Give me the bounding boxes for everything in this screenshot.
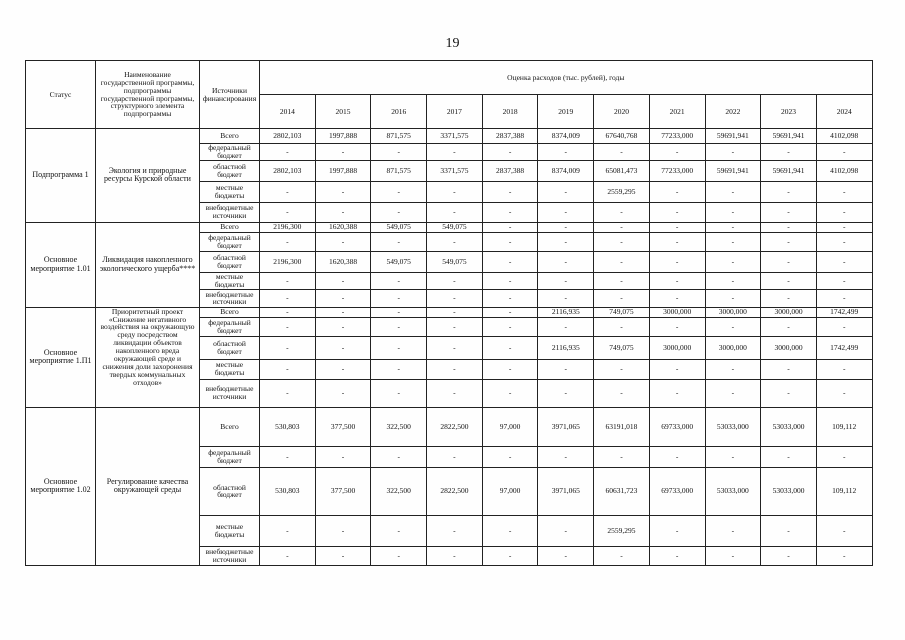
header-year: 2022 xyxy=(705,95,761,129)
value-cell: - xyxy=(594,202,650,222)
value-cell: - xyxy=(649,202,705,222)
source-cell: местные бюджеты xyxy=(200,515,260,546)
value-cell: - xyxy=(705,547,761,566)
value-cell: - xyxy=(761,272,817,289)
value-cell: - xyxy=(260,336,316,359)
value-cell: 60631,723 xyxy=(594,467,650,515)
value-cell: 2116,935 xyxy=(538,307,594,317)
value-cell: - xyxy=(816,272,872,289)
source-cell: Всего xyxy=(200,407,260,447)
value-cell: - xyxy=(371,307,427,317)
value-cell: - xyxy=(761,290,817,308)
value-cell: - xyxy=(427,307,483,317)
value-cell: 3000,000 xyxy=(705,336,761,359)
value-cell: 77233,000 xyxy=(649,129,705,144)
header-year: 2015 xyxy=(315,95,371,129)
value-cell: - xyxy=(260,233,316,252)
value-cell: - xyxy=(260,272,316,289)
source-cell: местные бюджеты xyxy=(200,182,260,203)
value-cell: - xyxy=(649,272,705,289)
value-cell: - xyxy=(538,233,594,252)
value-cell: 97,000 xyxy=(482,467,538,515)
value-cell: - xyxy=(816,290,872,308)
value-cell: - xyxy=(816,202,872,222)
value-cell: - xyxy=(371,336,427,359)
header-year: 2016 xyxy=(371,95,427,129)
value-cell: 871,575 xyxy=(371,161,427,182)
value-cell: - xyxy=(705,272,761,289)
value-cell: - xyxy=(761,233,817,252)
value-cell: - xyxy=(315,182,371,203)
value-cell: 377,500 xyxy=(315,467,371,515)
name-cell: Ликвидация накопленного экологического ущерба**** xyxy=(96,222,200,307)
value-cell: - xyxy=(705,182,761,203)
value-cell: - xyxy=(761,318,817,337)
value-cell: - xyxy=(594,251,650,272)
value-cell: 749,075 xyxy=(594,307,650,317)
value-cell: 1997,888 xyxy=(315,129,371,144)
value-cell: - xyxy=(315,447,371,468)
value-cell: - xyxy=(705,379,761,407)
value-cell: - xyxy=(594,318,650,337)
value-cell: - xyxy=(649,379,705,407)
value-cell: - xyxy=(482,447,538,468)
value-cell: - xyxy=(705,447,761,468)
source-cell: федеральный бюджет xyxy=(200,447,260,468)
value-cell: - xyxy=(371,379,427,407)
value-cell: 4102,098 xyxy=(816,129,872,144)
value-cell: - xyxy=(594,143,650,161)
value-cell: 2822,500 xyxy=(427,467,483,515)
value-cell: - xyxy=(482,515,538,546)
value-cell: - xyxy=(427,336,483,359)
value-cell: - xyxy=(427,202,483,222)
status-cell: Подпрограмма 1 xyxy=(26,129,96,223)
value-cell: 59691,941 xyxy=(761,129,817,144)
value-cell: - xyxy=(538,251,594,272)
value-cell: - xyxy=(482,202,538,222)
source-cell: областной бюджет xyxy=(200,161,260,182)
header-year: 2018 xyxy=(482,95,538,129)
value-cell: - xyxy=(594,272,650,289)
value-cell: - xyxy=(371,318,427,337)
value-cell: - xyxy=(260,290,316,308)
header-year: 2023 xyxy=(761,95,817,129)
value-cell: - xyxy=(761,379,817,407)
value-cell: - xyxy=(705,359,761,379)
value-cell: - xyxy=(705,202,761,222)
value-cell: - xyxy=(427,233,483,252)
value-cell: - xyxy=(315,272,371,289)
value-cell: - xyxy=(482,233,538,252)
value-cell: - xyxy=(427,515,483,546)
source-cell: внебюджетные источники xyxy=(200,202,260,222)
value-cell: - xyxy=(315,336,371,359)
source-cell: внебюджетные источники xyxy=(200,290,260,308)
value-cell: - xyxy=(649,447,705,468)
value-cell: - xyxy=(315,233,371,252)
value-cell: - xyxy=(705,290,761,308)
value-cell: - xyxy=(761,359,817,379)
name-cell: Приоритетный проект «Снижение негативного воздействия на окружающую среду посредством ликвидации объектов накопленного вреда окружающей среде и снижения доли захоронения твердых коммунальных отходов» xyxy=(96,307,200,407)
value-cell: - xyxy=(482,182,538,203)
value-cell: - xyxy=(594,290,650,308)
value-cell: - xyxy=(705,318,761,337)
value-cell: - xyxy=(482,379,538,407)
value-cell: - xyxy=(427,318,483,337)
value-cell: 2559,295 xyxy=(594,515,650,546)
value-cell: 69733,000 xyxy=(649,467,705,515)
value-cell: - xyxy=(482,336,538,359)
value-cell: - xyxy=(260,515,316,546)
value-cell: - xyxy=(538,318,594,337)
value-cell: - xyxy=(538,447,594,468)
value-cell: - xyxy=(649,251,705,272)
expenditure-table xyxy=(25,60,873,566)
table-row xyxy=(26,407,873,447)
value-cell: - xyxy=(315,379,371,407)
name-cell: Экология и природные ресурсы Курской области xyxy=(96,129,200,223)
value-cell: 59691,941 xyxy=(705,161,761,182)
value-cell: - xyxy=(260,359,316,379)
source-cell: федеральный бюджет xyxy=(200,318,260,337)
value-cell: - xyxy=(816,143,872,161)
status-cell: Основное мероприятие 1.П1 xyxy=(26,307,96,407)
source-cell: областной бюджет xyxy=(200,251,260,272)
value-cell: - xyxy=(538,547,594,566)
value-cell: - xyxy=(260,447,316,468)
value-cell: - xyxy=(705,251,761,272)
value-cell: 2559,295 xyxy=(594,182,650,203)
value-cell: - xyxy=(538,222,594,232)
value-cell: 2802,103 xyxy=(260,129,316,144)
value-cell: 2837,388 xyxy=(482,161,538,182)
value-cell: 322,500 xyxy=(371,407,427,447)
source-cell: местные бюджеты xyxy=(200,272,260,289)
value-cell: - xyxy=(594,233,650,252)
value-cell: 59691,941 xyxy=(761,161,817,182)
value-cell: - xyxy=(816,318,872,337)
source-cell: федеральный бюджет xyxy=(200,143,260,161)
value-cell: - xyxy=(482,547,538,566)
value-cell: - xyxy=(315,202,371,222)
value-cell: - xyxy=(371,182,427,203)
value-cell: - xyxy=(594,222,650,232)
header-year: 2021 xyxy=(649,95,705,129)
value-cell: - xyxy=(816,222,872,232)
value-cell: - xyxy=(594,447,650,468)
value-cell: - xyxy=(371,202,427,222)
value-cell: - xyxy=(649,182,705,203)
value-cell: - xyxy=(315,307,371,317)
value-cell: - xyxy=(371,359,427,379)
source-cell: федеральный бюджет xyxy=(200,233,260,252)
source-cell: внебюджетные источники xyxy=(200,379,260,407)
header-name: Наименование государственной программы, подпрограммы государственной программы, структурного элемента подпрограммы xyxy=(96,61,200,129)
value-cell: - xyxy=(315,143,371,161)
value-cell: - xyxy=(482,222,538,232)
source-cell: внебюджетные источники xyxy=(200,547,260,566)
header-year: 2019 xyxy=(538,95,594,129)
header-year: 2017 xyxy=(427,95,483,129)
value-cell: 63191,018 xyxy=(594,407,650,447)
value-cell: - xyxy=(816,547,872,566)
value-cell: 3371,575 xyxy=(427,129,483,144)
value-cell: 2837,388 xyxy=(482,129,538,144)
value-cell: - xyxy=(594,379,650,407)
value-cell: 3371,575 xyxy=(427,161,483,182)
value-cell: - xyxy=(260,379,316,407)
value-cell: 2196,300 xyxy=(260,222,316,232)
value-cell: 8374,009 xyxy=(538,129,594,144)
value-cell: - xyxy=(816,233,872,252)
status-cell: Основное мероприятие 1.02 xyxy=(26,407,96,565)
value-cell: 549,075 xyxy=(371,251,427,272)
value-cell: - xyxy=(761,222,817,232)
value-cell: - xyxy=(705,515,761,546)
value-cell: - xyxy=(482,251,538,272)
value-cell: - xyxy=(649,222,705,232)
value-cell: 1620,388 xyxy=(315,251,371,272)
value-cell: 4102,098 xyxy=(816,161,872,182)
value-cell: - xyxy=(594,547,650,566)
header-sources: Источники финансирования xyxy=(200,61,260,129)
value-cell: 549,075 xyxy=(427,222,483,232)
value-cell: 59691,941 xyxy=(705,129,761,144)
value-cell: - xyxy=(260,547,316,566)
value-cell: - xyxy=(816,359,872,379)
value-cell: - xyxy=(816,251,872,272)
value-cell: - xyxy=(761,251,817,272)
source-cell: областной бюджет xyxy=(200,467,260,515)
value-cell: - xyxy=(538,143,594,161)
value-cell: - xyxy=(427,547,483,566)
value-cell: 871,575 xyxy=(371,129,427,144)
value-cell: - xyxy=(482,307,538,317)
value-cell: 3000,000 xyxy=(761,336,817,359)
value-cell: - xyxy=(315,290,371,308)
value-cell: 67640,768 xyxy=(594,129,650,144)
source-cell: Всего xyxy=(200,222,260,232)
header-estimate: Оценка расходов (тыс. рублей), годы xyxy=(260,61,873,95)
value-cell: 65081,473 xyxy=(594,161,650,182)
value-cell: 53033,000 xyxy=(705,407,761,447)
value-cell: 2802,103 xyxy=(260,161,316,182)
name-cell: Регулирование качества окружающей среды xyxy=(96,407,200,565)
value-cell: - xyxy=(705,143,761,161)
value-cell: - xyxy=(371,143,427,161)
header-year: 2024 xyxy=(816,95,872,129)
value-cell: - xyxy=(538,359,594,379)
header-year: 2014 xyxy=(260,95,316,129)
header-year: 2020 xyxy=(594,95,650,129)
value-cell: - xyxy=(649,143,705,161)
value-cell: - xyxy=(816,447,872,468)
value-cell: - xyxy=(482,143,538,161)
value-cell: - xyxy=(427,182,483,203)
value-cell: 1620,388 xyxy=(315,222,371,232)
value-cell: - xyxy=(761,447,817,468)
value-cell: - xyxy=(649,290,705,308)
value-cell: - xyxy=(427,447,483,468)
value-cell: 549,075 xyxy=(371,222,427,232)
value-cell: - xyxy=(371,272,427,289)
table-row xyxy=(26,222,873,232)
value-cell: - xyxy=(260,202,316,222)
value-cell: - xyxy=(538,182,594,203)
value-cell: - xyxy=(649,233,705,252)
value-cell: 109,112 xyxy=(816,467,872,515)
value-cell: - xyxy=(260,318,316,337)
value-cell: 97,000 xyxy=(482,407,538,447)
value-cell: 3000,000 xyxy=(705,307,761,317)
value-cell: - xyxy=(761,182,817,203)
value-cell: - xyxy=(594,359,650,379)
value-cell: - xyxy=(260,182,316,203)
value-cell: 69733,000 xyxy=(649,407,705,447)
value-cell: - xyxy=(371,547,427,566)
value-cell: 1742,499 xyxy=(816,307,872,317)
value-cell: 322,500 xyxy=(371,467,427,515)
value-cell: - xyxy=(538,272,594,289)
page-number: 19 xyxy=(445,36,460,51)
value-cell: 53033,000 xyxy=(761,407,817,447)
value-cell: - xyxy=(427,272,483,289)
value-cell: - xyxy=(482,359,538,379)
value-cell: - xyxy=(482,290,538,308)
value-cell: 1997,888 xyxy=(315,161,371,182)
value-cell: - xyxy=(482,318,538,337)
value-cell: 1742,499 xyxy=(816,336,872,359)
value-cell: - xyxy=(649,359,705,379)
value-cell: - xyxy=(260,307,316,317)
value-cell: 53033,000 xyxy=(761,467,817,515)
table-row xyxy=(26,129,873,144)
value-cell: 2196,300 xyxy=(260,251,316,272)
value-cell: - xyxy=(371,447,427,468)
status-cell: Основное мероприятие 1.01 xyxy=(26,222,96,307)
value-cell: 530,803 xyxy=(260,407,316,447)
source-cell: Всего xyxy=(200,307,260,317)
value-cell: - xyxy=(705,222,761,232)
value-cell: - xyxy=(538,290,594,308)
value-cell: 2822,500 xyxy=(427,407,483,447)
value-cell: - xyxy=(427,290,483,308)
value-cell: - xyxy=(649,318,705,337)
value-cell: - xyxy=(761,547,817,566)
value-cell: - xyxy=(816,515,872,546)
value-cell: 3000,000 xyxy=(649,307,705,317)
value-cell: - xyxy=(538,202,594,222)
table-row xyxy=(26,307,873,317)
value-cell: - xyxy=(315,515,371,546)
value-cell: - xyxy=(538,515,594,546)
value-cell: 530,803 xyxy=(260,467,316,515)
value-cell: - xyxy=(649,547,705,566)
value-cell: 8374,009 xyxy=(538,161,594,182)
value-cell: - xyxy=(427,379,483,407)
value-cell: - xyxy=(649,515,705,546)
value-cell: 77233,000 xyxy=(649,161,705,182)
value-cell: - xyxy=(371,515,427,546)
header-status: Статус xyxy=(26,61,96,129)
value-cell: - xyxy=(705,233,761,252)
value-cell: 53033,000 xyxy=(705,467,761,515)
value-cell: 2116,935 xyxy=(538,336,594,359)
value-cell: - xyxy=(816,379,872,407)
value-cell: - xyxy=(371,233,427,252)
value-cell: 549,075 xyxy=(427,251,483,272)
value-cell: - xyxy=(761,143,817,161)
value-cell: - xyxy=(315,318,371,337)
value-cell: - xyxy=(761,202,817,222)
value-cell: 3971,065 xyxy=(538,407,594,447)
value-cell: - xyxy=(260,143,316,161)
value-cell: - xyxy=(538,379,594,407)
value-cell: 749,075 xyxy=(594,336,650,359)
value-cell: 3971,065 xyxy=(538,467,594,515)
source-cell: областной бюджет xyxy=(200,336,260,359)
value-cell: - xyxy=(427,359,483,379)
value-cell: 377,500 xyxy=(315,407,371,447)
value-cell: - xyxy=(315,547,371,566)
source-cell: Всего xyxy=(200,129,260,144)
value-cell: 3000,000 xyxy=(649,336,705,359)
value-cell: 109,112 xyxy=(816,407,872,447)
value-cell: - xyxy=(427,143,483,161)
value-cell: - xyxy=(371,290,427,308)
source-cell: местные бюджеты xyxy=(200,359,260,379)
value-cell: - xyxy=(816,182,872,203)
value-cell: - xyxy=(315,359,371,379)
value-cell: - xyxy=(482,272,538,289)
value-cell: 3000,000 xyxy=(761,307,817,317)
value-cell: - xyxy=(761,515,817,546)
